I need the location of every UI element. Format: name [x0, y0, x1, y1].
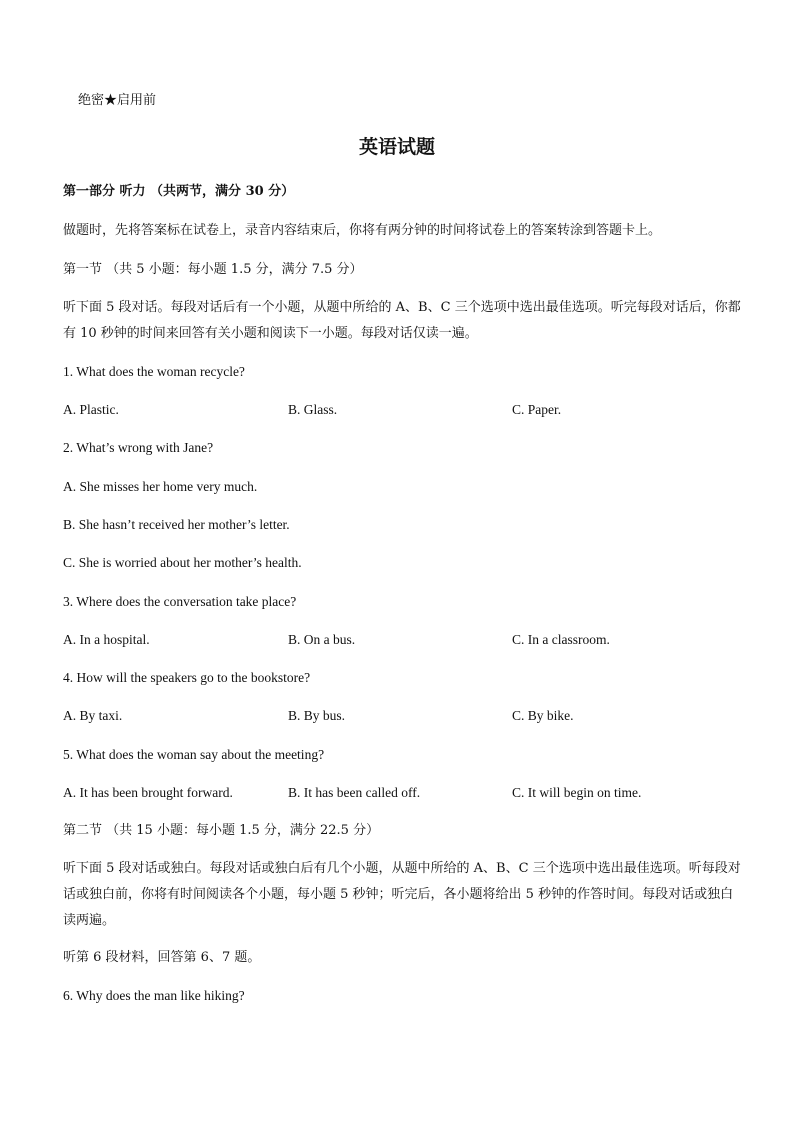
question-5: 5. What does the woman say about the meeting?: [63, 747, 325, 762]
q1-option-b: B. Glass.: [288, 402, 338, 417]
section1-instruction: 听下面 5 段对话。每段对话后有一个小题，从题中所给的 A、B、C 三个选项中选出最佳选项。听完每段对话后，你都有 10 秒钟的时间来回答有关小题和阅读下一小题。每段对话仅读一遍。: [63, 300, 741, 341]
material-6-note: 听第 6 段材料，回答第 6、7 题。: [63, 950, 261, 965]
q2-option-c: C. She is worried about her mother’s health.: [63, 555, 302, 570]
section2-heading: 第二节 （共 15 小题：每小题 1.5 分，满分 22.5 分）: [63, 823, 380, 838]
q3-option-a: A. In a hospital.: [63, 632, 150, 647]
q4-option-c: C. By bike.: [512, 708, 574, 723]
q5-option-c: C. It will begin on time.: [512, 785, 642, 800]
question-1: 1. What does the woman recycle?: [63, 364, 245, 379]
question-2: 2. What’s wrong with Jane?: [63, 440, 214, 455]
confidential-label: 绝密★启用前: [78, 93, 157, 108]
q3-option-c: C. In a classroom.: [512, 632, 610, 647]
question-3: 3. Where does the conversation take place?: [63, 594, 297, 609]
q1-option-c: C. Paper.: [512, 402, 562, 417]
section2-instruction: 听下面 5 段对话或独白。每段对话或独白后有几个小题，从题中所给的 A、B、C 三个选项中选出最佳选项。听每段对话或独白前，你将有时间阅读各个小题，每小题 5 秒钟；听完后，各小题将给出 5 秒钟的作答时间。每段对话或独白读两遍。: [63, 861, 741, 928]
q2-option-a: A. She misses her home very much.: [63, 479, 258, 494]
section1-heading: 第一节 （共 5 小题：每小题 1.5 分，满分 7.5 分）: [63, 262, 363, 277]
q1-option-a: A. Plastic.: [63, 402, 119, 417]
page-title: 英语试题: [358, 136, 435, 158]
q5-option-a: A. It has been brought forward.: [63, 785, 233, 800]
q4-option-b: B. By bus.: [288, 708, 346, 723]
question-6: 6. Why does the man like hiking?: [63, 988, 245, 1003]
q4-option-a: A. By taxi.: [63, 708, 123, 723]
part1-heading: 第一部分 听力 （共两节，满分 30 分）: [63, 184, 295, 199]
q3-option-b: B. On a bus.: [288, 632, 356, 647]
q2-option-b: B. She hasn’t received her mother’s letter.: [63, 517, 290, 532]
question-4: 4. How will the speakers go to the bookstore?: [63, 670, 311, 685]
q5-option-b: B. It has been called off.: [288, 785, 421, 800]
part1-instruction: 做题时，先将答案标在试卷上，录音内容结束后，你将有两分钟的时间将试卷上的答案转涂到答题卡上。: [63, 223, 662, 238]
